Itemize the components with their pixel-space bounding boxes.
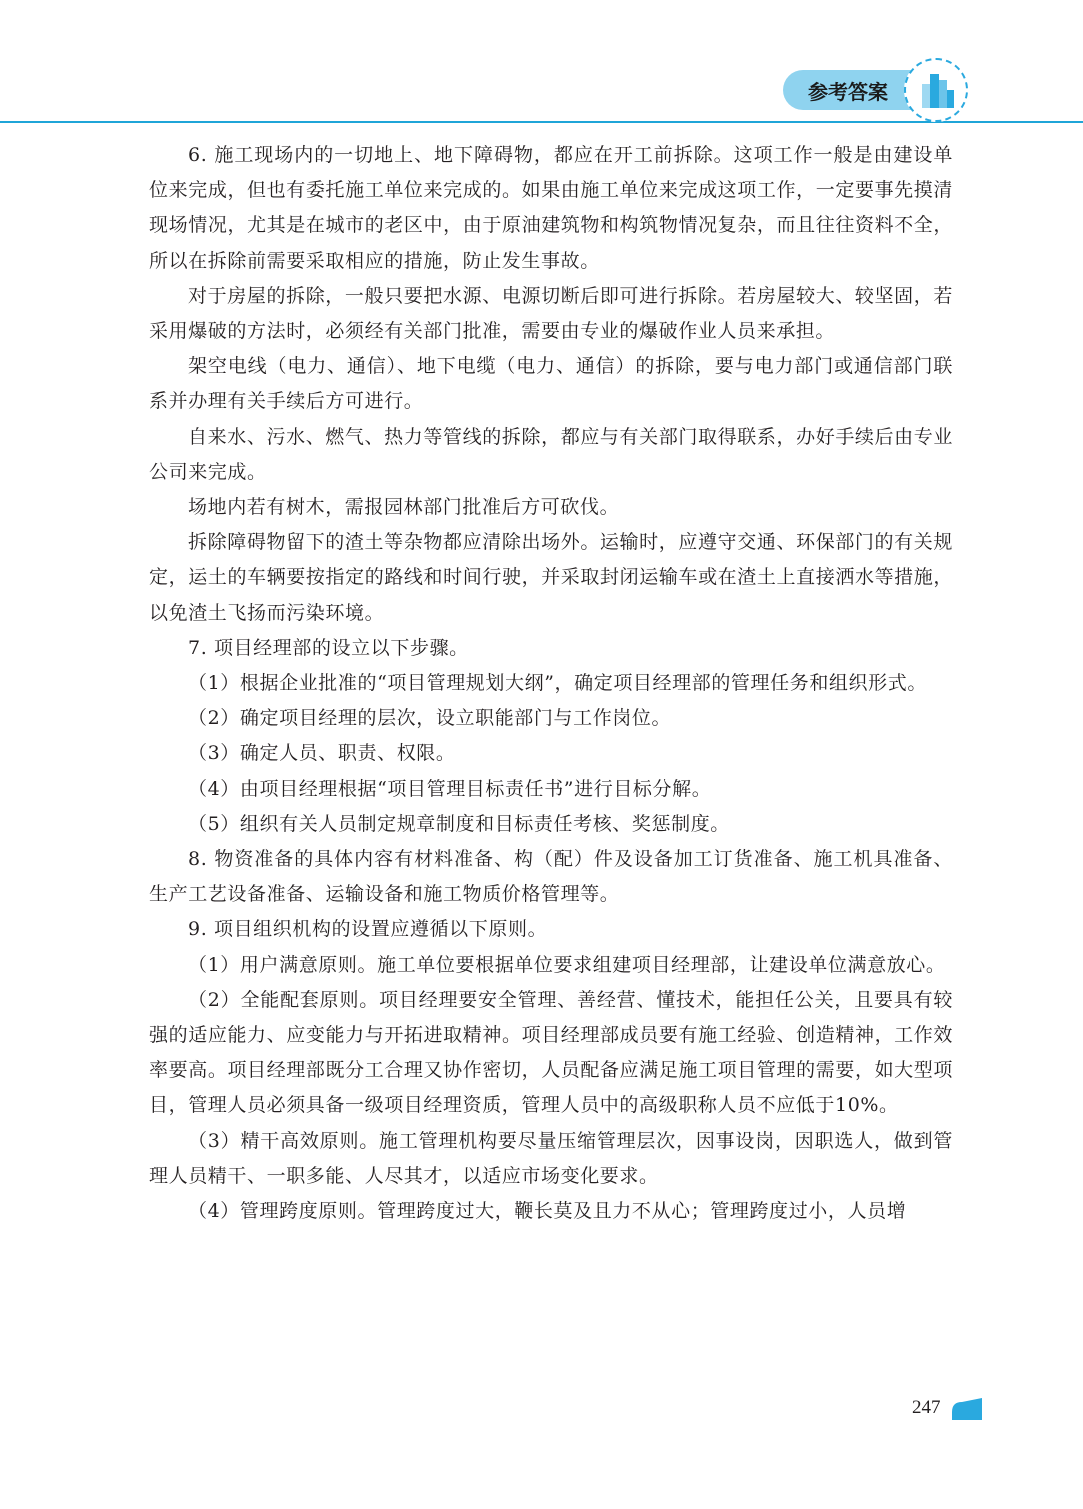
paragraph: （1）根据企业批准的“项目管理规划大纲”，确定项目经理部的管理任务和组织形式。 <box>188 672 927 695</box>
paragraph: （5）组织有关人员制定规章制度和目标责任考核、奖惩制度。 <box>188 812 730 835</box>
paragraph: （1）用户满意原则。施工单位要根据单位要求组建项目经理部，让建设单位满意放心。 <box>188 953 946 976</box>
paragraph: （3）确定人员、职责、权限。 <box>188 742 456 765</box>
answer-text <box>149 138 953 1229</box>
page-number: 247 <box>912 1397 941 1418</box>
paragraph: 对于房屋的拆除，一般只要把水源、电源切断后即可进行拆除。若房屋较大、较坚固，若采用爆破的方法时，必须经有关部门批准，需要由专业的爆破作业人员来承担。 <box>149 284 953 343</box>
header-rule <box>0 121 1083 123</box>
paragraph: （3）精干高效原则。施工管理机构要尽量压缩管理层次，因事设岗，因职选人，做到管理人员精干、一职多能、人尽其才，以适应市场变化要求。 <box>149 1129 953 1187</box>
paragraph: 6. 施工现场内的一切地上、地下障碍物，都应在开工前拆除。这项工作一般是由建设单位来完成，但也有委托施工单位来完成的。如果由施工单位来完成这项工作，一定要事先摸清现场情况，尤其是在城市的老区中，由于原油建筑物和构筑物情况复杂，而且往往资料不全，所以在拆除前需要采取相应的措施，防止发生事故。 <box>149 144 953 272</box>
paragraph: 7. 项目经理部的设立以下步骤。 <box>188 636 469 659</box>
paragraph: 8. 物资准备的具体内容有材料准备、构（配）件及设备加工订货准备、施工机具准备、生产工艺设备准备、运输设备和施工物质价格管理等。 <box>149 848 953 906</box>
paragraph: 架空电线（电力、通信）、地下电缆（电力、通信）的拆除，要与电力部门或通信部门联系并办理有关手续后方可进行。 <box>149 355 953 413</box>
buildings-icon <box>904 58 968 122</box>
paragraph: （2）全能配套原则。项目经理要安全管理、善经营、懂技术，能担任公关，且要具有较强的适应能力、应变能力与开拓进取精神。项目经理部成员要有施工经验、创造精神，工作效率要高。项目经理部既分工合理又协作密切，人员配备应满足施工项目管理的需要，如大型项目，管理人员必须具备一级项目经理资质，管理人员中的高级职称人员不应低于10%。 <box>149 988 953 1117</box>
paragraph: 场地内若有树木，需报园林部门批准后方可砍伐。 <box>188 496 620 519</box>
paragraph: （2）确定项目经理的层次，设立职能部门与工作岗位。 <box>188 707 672 730</box>
paragraph: （4）管理跨度原则。管理跨度过大，鞭长莫及且力不从心；管理跨度过小，人员增 <box>188 1200 907 1223</box>
paragraph: 自来水、污水、燃气、热力等管线的拆除，都应与有关部门取得联系，办好手续后由专业公司来完成。 <box>149 425 953 483</box>
paragraph: 9. 项目组织机构的设置应遵循以下原则。 <box>188 918 548 941</box>
paragraph: （4）由项目经理根据“项目管理目标责任书”进行目标分解。 <box>188 777 712 800</box>
paragraph: 拆除障碍物留下的渣土等杂物都应清除出场外。运输时，应遵守交通、环保部门的有关规定，运土的车辆要按指定的路线和时间行驶，并采取封闭运输车或在渣土上直接洒水等措施，以免渣土飞扬而污染环境。 <box>149 531 953 624</box>
section-label: 参考答案 <box>808 79 888 104</box>
page-tab-icon <box>952 1398 982 1420</box>
